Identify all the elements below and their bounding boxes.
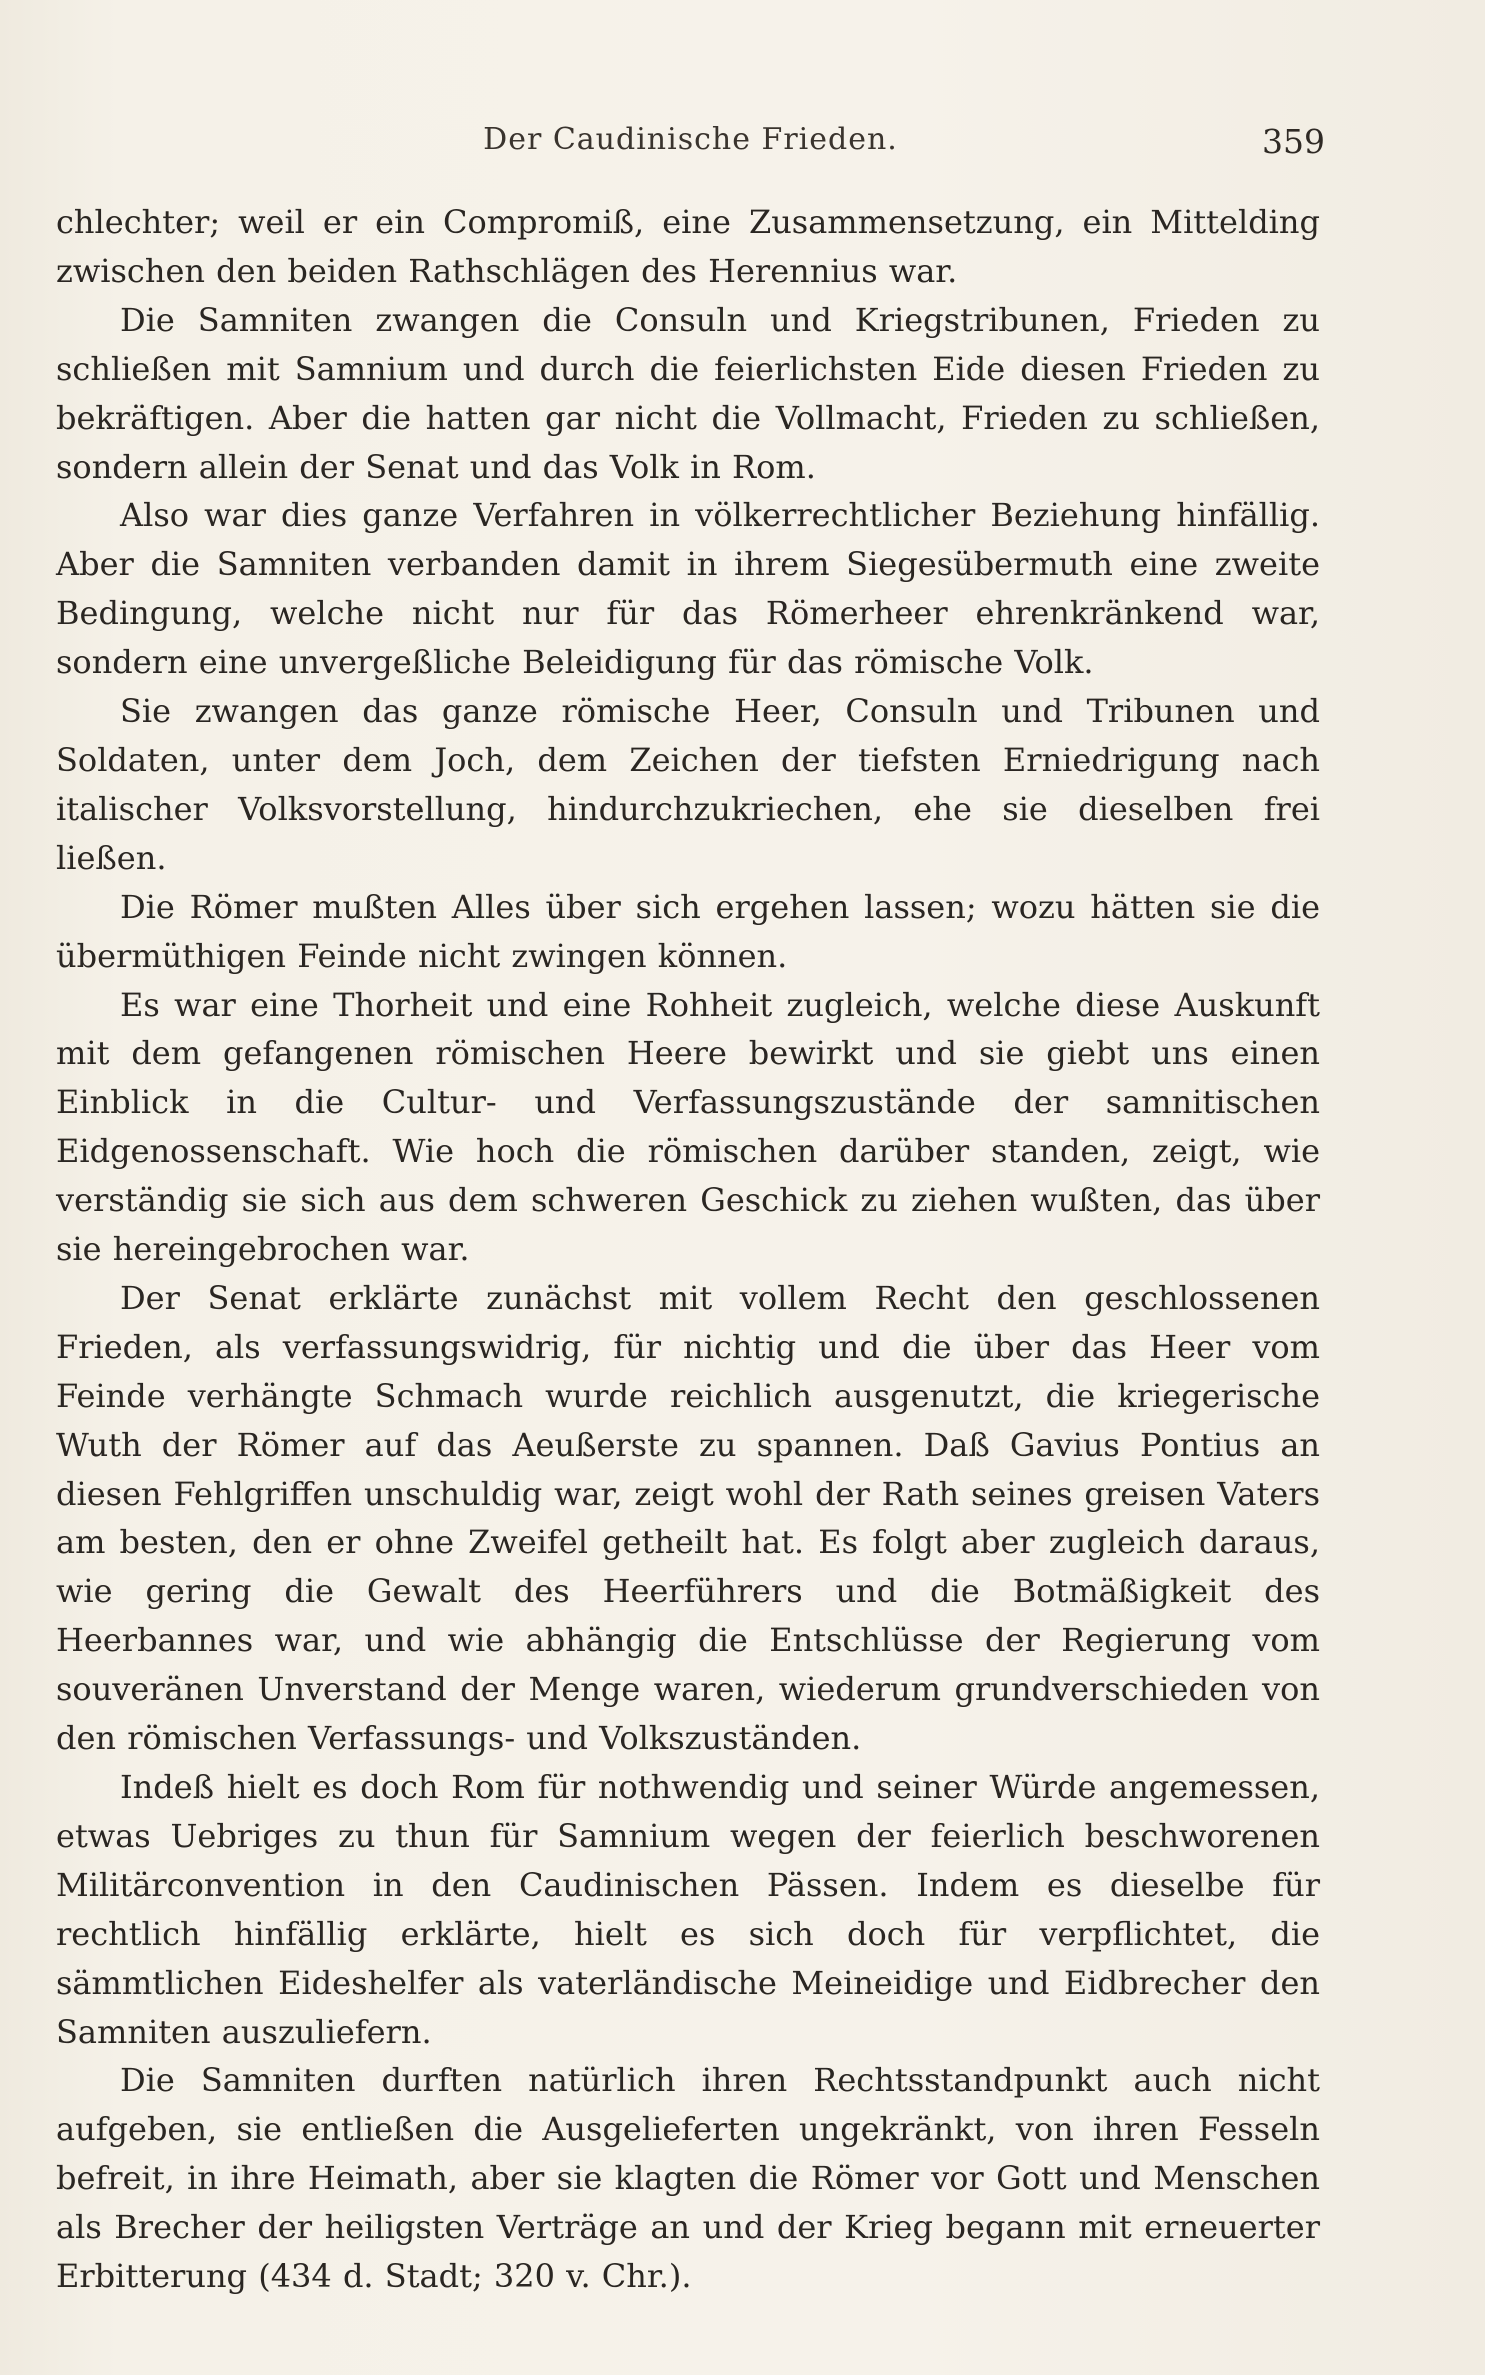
paragraph: Die Samniten durften natürlich ihren Rechtsstandpunkt auch nicht aufgeben, sie entließen die Ausgelieferten ungekränkt, von ihren Fesseln befreit, in ihre Heimath, aber sie klagten die Römer vor Gott und Menschen als Brecher der heiligsten Verträge an und der Krieg begann mit erneuerter Erbitterung (434 d. Stadt; 320 v. Chr.).	[56, 2061, 1320, 2296]
paragraph: Die Römer mußten Alles über sich ergehen lassen; wozu hätten sie die übermüthigen Feinde nicht zwingen können.	[56, 887, 1320, 975]
paragraph: chlechter; weil er ein Compromiß, eine Zusammensetzung, ein Mittelding zwischen den beiden Rathschlägen des Herennius war.	[56, 203, 1320, 290]
running-title: Der Caudinische Frieden.	[483, 122, 898, 157]
paragraph: Es war eine Thorheit und eine Rohheit zugleich, welche diese Auskunft mit dem gefangenen römischen Heere bewirkt und sie giebt uns einen Einblick in die Cultur- und Verfassungszustände der samnitischen Eidgenossenschaft. Wie hoch die römischen darüber standen, zeigt, wie verständig sie sich aus dem schweren Geschick zu ziehen wußten, das über sie hereingebrochen war.	[56, 985, 1320, 1269]
body-text	[56, 198, 1320, 2301]
paragraph: Die Samniten zwangen die Consuln und Kriegstribunen, Frieden zu schließen mit Samnium und durch die feierlichsten Eide diesen Frieden zu bekräftigen. Aber die hatten gar nicht die Vollmacht, Frieden zu schließen, sondern allein der Senat und das Volk in Rom.	[56, 300, 1320, 486]
paragraph: Der Senat erklärte zunächst mit vollem Recht den geschlossenen Frieden, als verfassungswidrig, für nichtig und die über das Heer vom Feinde verhängte Schmach wurde reichlich ausgenutzt, die kriegerische Wuth der Römer auf das Aeußerste zu spannen. Daß Gavius Pontius an diesen Fehlgriffen unschuldig war, zeigt wohl der Rath seines greisen Vaters am besten, den er ohne Zweifel getheilt hat. Es folgt aber zugleich daraus, wie gering die Gewalt des Heerführers und die Botmäßigkeit des Heerbannes war, und wie abhängig die Entschlüsse der Regierung vom souveränen Unverstand der Menge waren, wiederum grundverschieden von den römischen Verfassungs- und Volkszuständen.	[56, 1278, 1320, 1758]
paragraph: Also war dies ganze Verfahren in völkerrechtlicher Beziehung hinfällig. Aber die Samniten verbanden damit in ihrem Siegesübermuth eine zweite Bedingung, welche nicht nur für das Römerheer ehrenkränkend war, sondern eine unvergeßliche Beleidigung für das römische Volk.	[56, 496, 1320, 682]
page-header	[56, 122, 1325, 172]
paragraph: Indeß hielt es doch Rom für nothwendig und seiner Würde angemessen, etwas Uebriges zu thun für Samnium wegen der feierlich beschworenen Militärconvention in den Caudinischen Pässen. Indem es dieselbe für rechtlich hinfällig erklärte, hielt es sich doch für verpflichtet, die sämmtlichen Eideshelfer als vaterländische Meineidige und Eidbrecher den Samniten auszuliefern.	[56, 1768, 1320, 2051]
paragraph: Sie zwangen das ganze römische Heer, Consuln und Tribunen und Soldaten, unter dem Joch, dem Zeichen der tiefsten Erniedrigung nach italischer Volksvorstellung, hindurchzukriechen, ehe sie dieselben frei ließen.	[56, 692, 1320, 877]
page-number: 359	[1262, 122, 1325, 161]
